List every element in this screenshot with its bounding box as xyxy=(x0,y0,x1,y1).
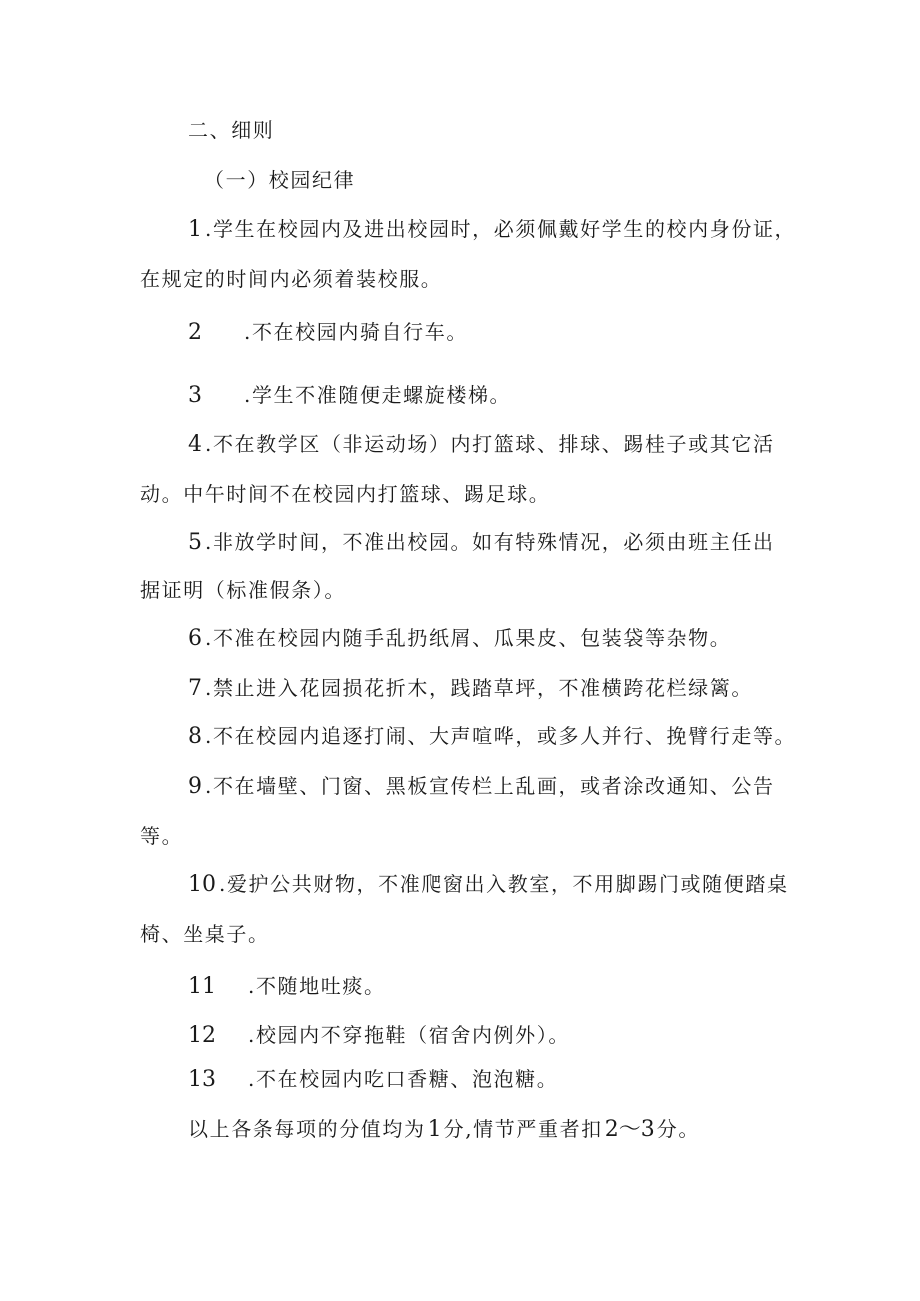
summary-points: 1 xyxy=(427,1117,442,1142)
rule-item-12 xyxy=(188,1021,570,1050)
rule-item-5-cont: 据证明（标准假条）。 xyxy=(140,578,346,602)
summary-deduction-range: 2～3 xyxy=(604,1117,655,1142)
rule-number: 2 xyxy=(188,320,202,345)
rule-text: .非放学时间，不准出校园。如有特殊情况，必须由班主任出 xyxy=(205,530,775,554)
rule-item-7 xyxy=(188,674,753,703)
rule-item-4-cont: 动。中午时间不在校园内打篮球、踢足球。 xyxy=(140,482,551,506)
rule-text: .不在教学区（非运动场）内打篮球、排球、踢桂子或其它活 xyxy=(205,432,775,456)
rule-item-13 xyxy=(188,1065,558,1094)
rule-item-5 xyxy=(188,528,775,557)
rule-item-6 xyxy=(188,624,731,653)
scoring-summary xyxy=(188,1115,700,1144)
rule-text: .学生在校园内及进出校园时，必须佩戴好学生的校内身份证， xyxy=(205,217,797,241)
rule-number: 3 xyxy=(188,383,202,408)
rule-item-3 xyxy=(188,381,511,410)
rule-item-9-cont: 等。 xyxy=(140,824,184,848)
rule-number: 4 xyxy=(188,432,202,457)
rule-number: 13 xyxy=(188,1067,216,1092)
rule-number: 7 xyxy=(188,676,202,701)
rule-number: 8 xyxy=(188,724,202,749)
rule-text: .校园内不穿拖鞋（宿舍内例外）。 xyxy=(248,1023,570,1047)
rule-number: 11 xyxy=(188,974,216,999)
rule-text: .不随地吐痰。 xyxy=(248,974,386,998)
rule-item-2 xyxy=(188,318,468,347)
rule-number: 9 xyxy=(188,774,202,799)
rule-item-11 xyxy=(188,972,386,1001)
rule-text: .不在校园内骑自行车。 xyxy=(244,320,468,344)
rule-item-10 xyxy=(188,870,789,899)
rule-text: .爱护公共财物，不准爬窗出入教室，不用脚踢门或随便踏桌 xyxy=(219,872,789,896)
section-heading: 二、细则 xyxy=(188,118,275,142)
subsection-heading: （一）校园纪律 xyxy=(204,168,356,192)
rule-text: .不在墙壁、门窗、黑板宣传栏上乱画，或者涂改通知、公告 xyxy=(205,774,775,798)
rule-item-9 xyxy=(188,772,775,801)
rule-item-10-cont: 椅、坐桌子。 xyxy=(140,922,270,946)
rule-number: 1 xyxy=(188,217,202,242)
rule-text: .不准在校园内随手乱扔纸屑、瓜果皮、包装袋等杂物。 xyxy=(205,626,732,650)
rule-number: 12 xyxy=(188,1023,216,1048)
rule-text: .学生不准随便走螺旋楼梯。 xyxy=(244,383,512,407)
summary-text: 以上各条每项的分值均为 xyxy=(188,1117,426,1141)
rule-text: .不在校园内吃口香糖、泡泡糖。 xyxy=(248,1067,559,1091)
rule-item-1 xyxy=(188,215,796,244)
rule-number: 10 xyxy=(188,872,216,897)
rule-item-8 xyxy=(188,722,796,751)
rule-text: .禁止进入花园损花折木，践踏草坪，不准横跨花栏绿篱。 xyxy=(205,676,753,700)
rule-number: 6 xyxy=(188,626,202,651)
summary-text: 分,情节严重者扣 xyxy=(443,1117,603,1141)
rule-number: 5 xyxy=(188,530,202,555)
rule-item-4 xyxy=(188,430,775,459)
summary-text: 分。 xyxy=(656,1117,700,1141)
rule-text: .不在校园内追逐打闹、大声喧哗，或多人并行、挽臂行走等。 xyxy=(205,724,797,748)
rule-item-1-cont: 在规定的时间内必须着装校服。 xyxy=(140,267,443,291)
